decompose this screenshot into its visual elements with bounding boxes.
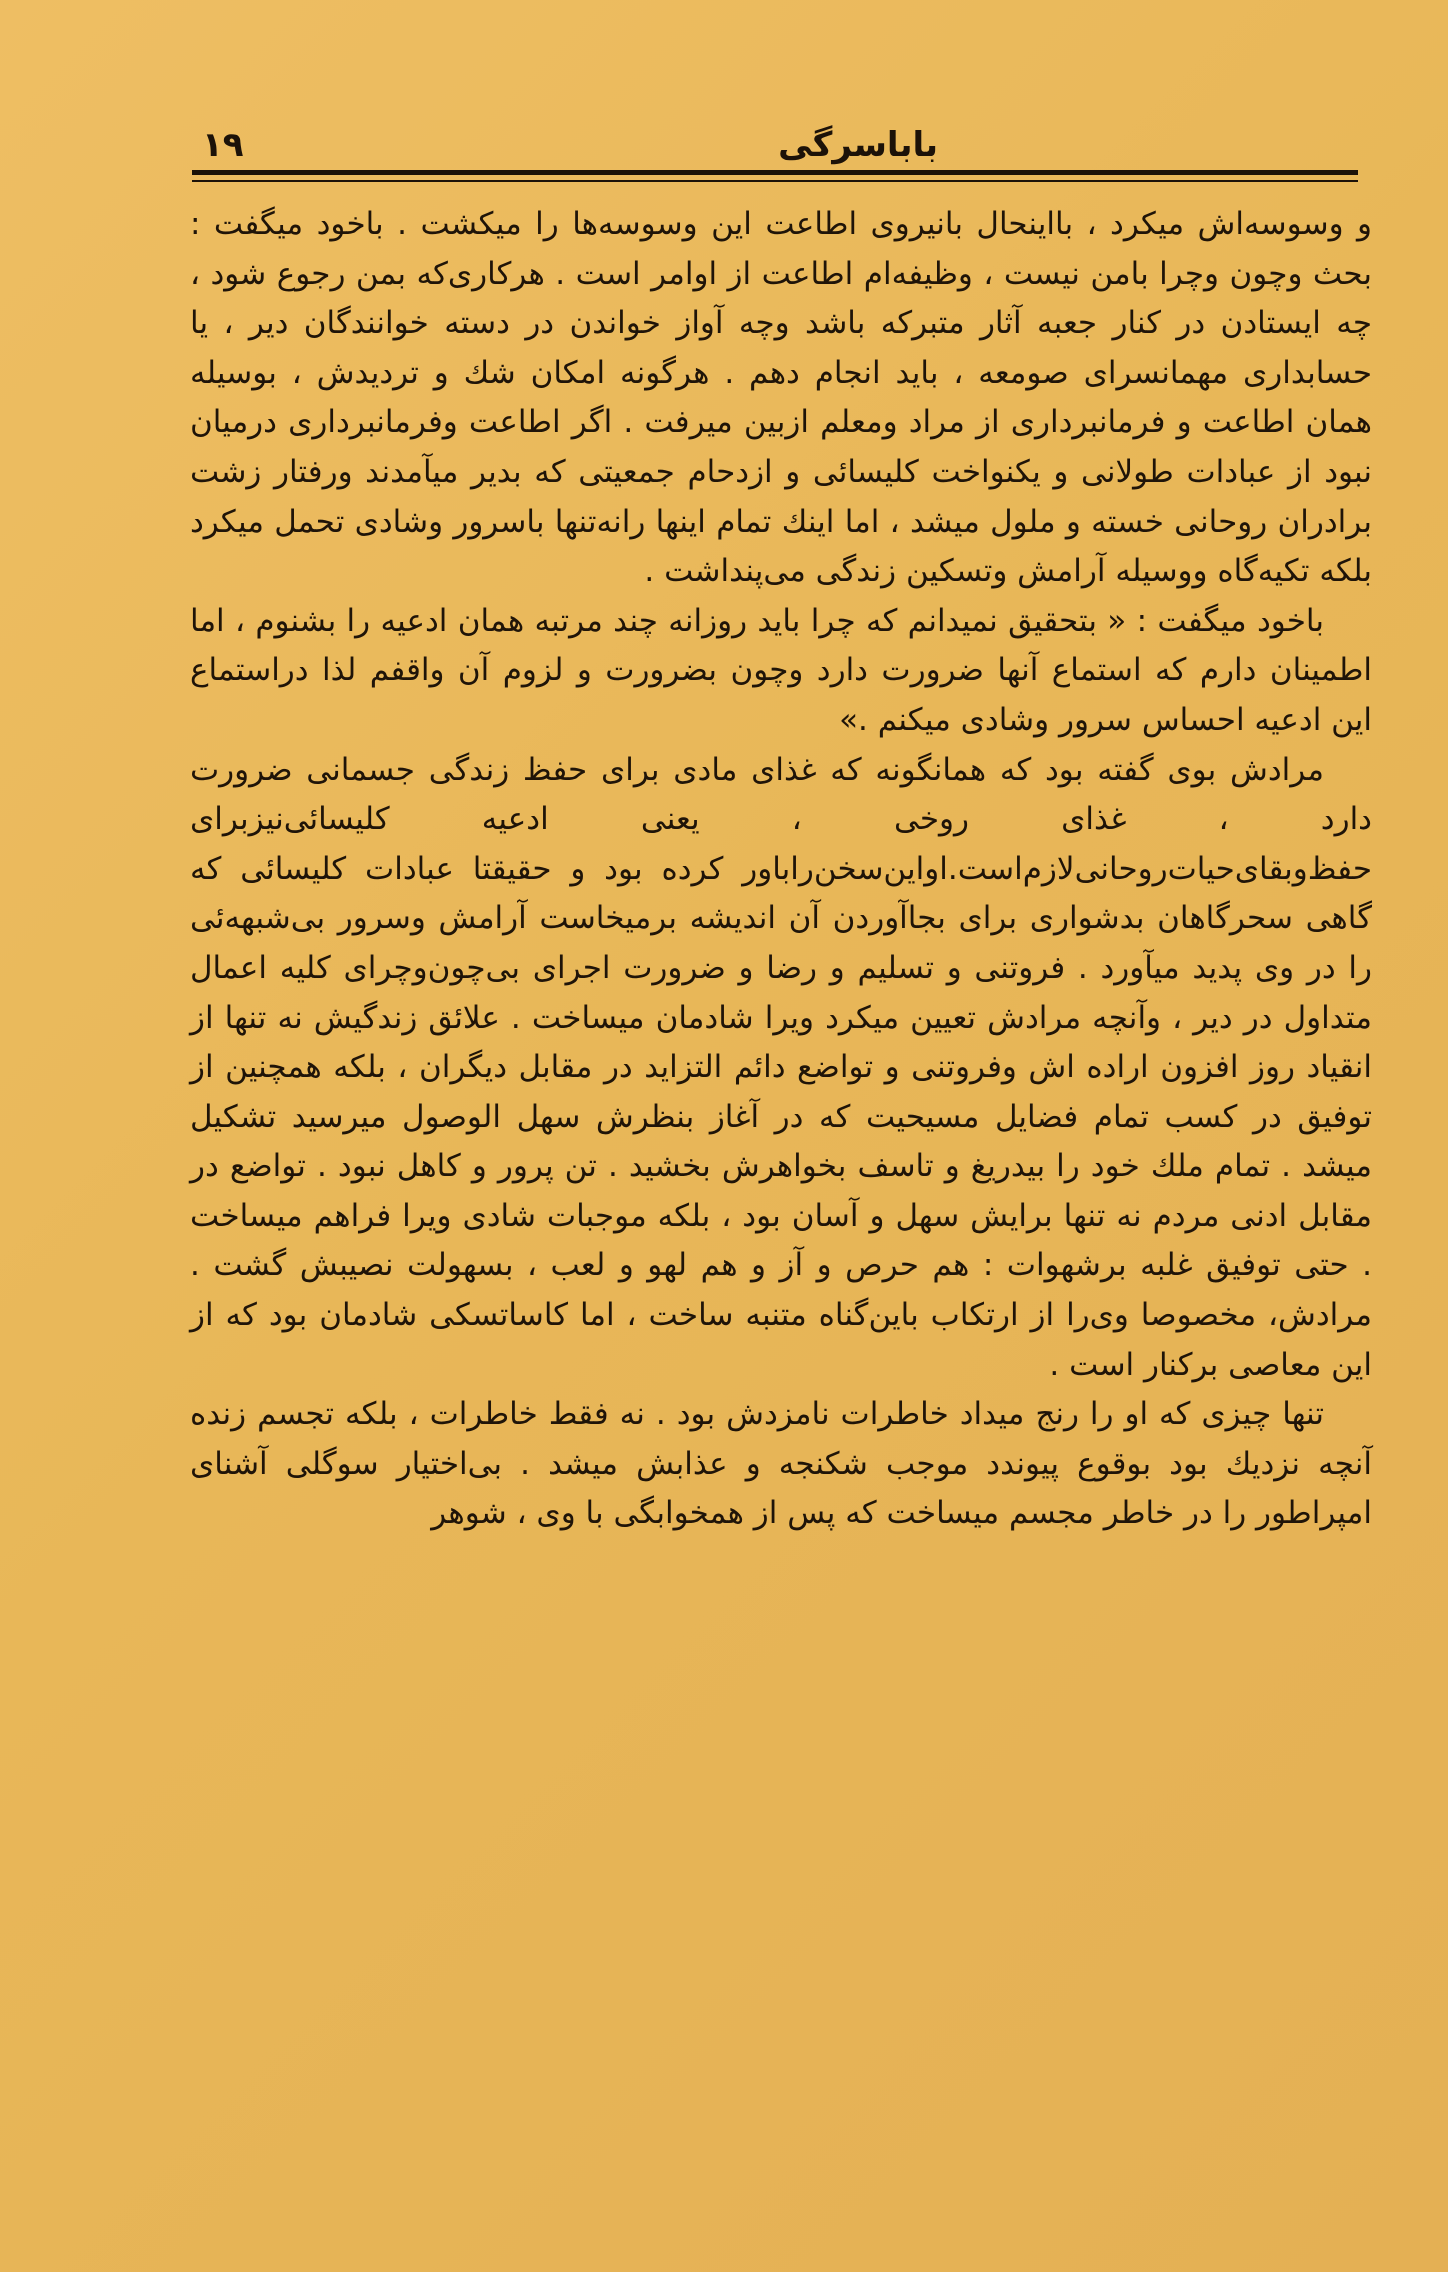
header-rule-thick [192, 170, 1358, 175]
running-title: باباسرگی [778, 125, 938, 165]
paragraph: باخود میگفت : « بتحقیق نمیدانم که چرا باید روزانه چند مرتبه همان ادعیه را بشنوم ، اما اطمینان دارم که استماع آنها ضرورت دارد وچون بضرورت و لزوم آن واقفم لذا دراستماع این ادعیه احساس سرور وشادی میکنم .» [190, 602, 1372, 738]
paragraph: و وسوسه‌اش میکرد ، بااینحال بانیروی اطاعت این وسوسه‌ها را میکشت . باخود میگفت : بحث وچون وچرا بامن نیست ، وظیفه‌ام اطاعت از اوامر است . هرکاری‌که بمن رجوع شود ، چه ایستادن در کنار جعبه آثار متبرکه باشد وچه آواز خواندن در دسته خوانندگان دیر ، یا حسابداری مهمانسرای صومعه ، باید انجام دهم . هرگونه امکان شك و تردیدش ، بوسیله همان اطاعت و فرمانبرداری از مراد ومعلم ازبین میرفت . اگر اطاعت وفرمانبرداری درمیان نبود از عبادات طولانی و یکنواخت کلیسائی و ازدحام جمعیتی که بدیر میآمدند ورفتار زشت برادران روحانی خسته و ملول میشد ، اما اینك تمام اینها رانه‌تنها باسرور وشادی تحمل میکرد بلکه تکیه‌گاه ووسیله آرامش وتسکین زندگی می‌پنداشت . [190, 206, 1372, 590]
paragraph: تنها چیزی که او را رنج میداد خاطرات نامزدش بود . نه فقط خاطرات ، بلکه تجسم زنده آنچه نزدیك بود بوقوع پیوندد موجب شکنجه و عذابش میشد . بی‌اختیار سوگلی آشنای امپراطور را در خاطر مجسم میساخت که پس از همخوابگی با وی ، شوهر [190, 1396, 1372, 1532]
paragraph: مرادش بوی گفته بود که همانگونه که غذای مادی برای حفظ زندگی جسمانی ضرورت دارد ، غذای روخی ، یعنی ادعیه کلیسائی‌نیز‌برای حفظ‌وبقای‌حیات‌روحانی‌لازم‌است.اواین‌سخن‌راباور کرده بود و حقیقتا عبادات کلیسائی که گاهی سحرگاهان بدشواری برای بجاآوردن آن اندیشه برمیخاست آرامش وسرور بی‌شبهه‌ئی را در وی پدید میآورد . فروتنی و تسلیم و رضا و ضرورت اجرای بی‌چون‌وچرای کلیه اعمال متداول در دیر ، وآنچه مرادش تعیین میکرد ویرا شادمان میساخت . علائق زندگیش نه تنها از انقیاد روز افزون اراده اش وفروتنی و تواضع دائم التزاید در مقابل دیگران ، بلکه همچنین از توفیق در کسب تمام فضایل مسیحیت که در آغاز بنظرش سهل الوصول میرسید تشکیل میشد . تمام ملك خود را بیدریغ و تاسف بخواهرش بخشید . تن پرور و کاهل نبود . تواضع در مقابل ادنی مردم نه تنها برایش سهل و آسان بود ، بلکه موجبات شادی ویرا فراهم میساخت . حتی توفیق غلبه برشهوات : هم حرص و آز و هم لهو و لعب ، بسهولت نصیبش گشت . مرادش، مخصوصا وی‌را از ارتکاب باین‌گناه متنبه ساخت ، اما کاساتسکی شادمان بود که از این معاصی برکنار است . [190, 751, 1372, 1383]
body-text [190, 200, 1372, 1539]
header-rule-thin [192, 180, 1358, 182]
page-number: ۱۹ [202, 125, 244, 165]
page-header [190, 125, 1358, 171]
